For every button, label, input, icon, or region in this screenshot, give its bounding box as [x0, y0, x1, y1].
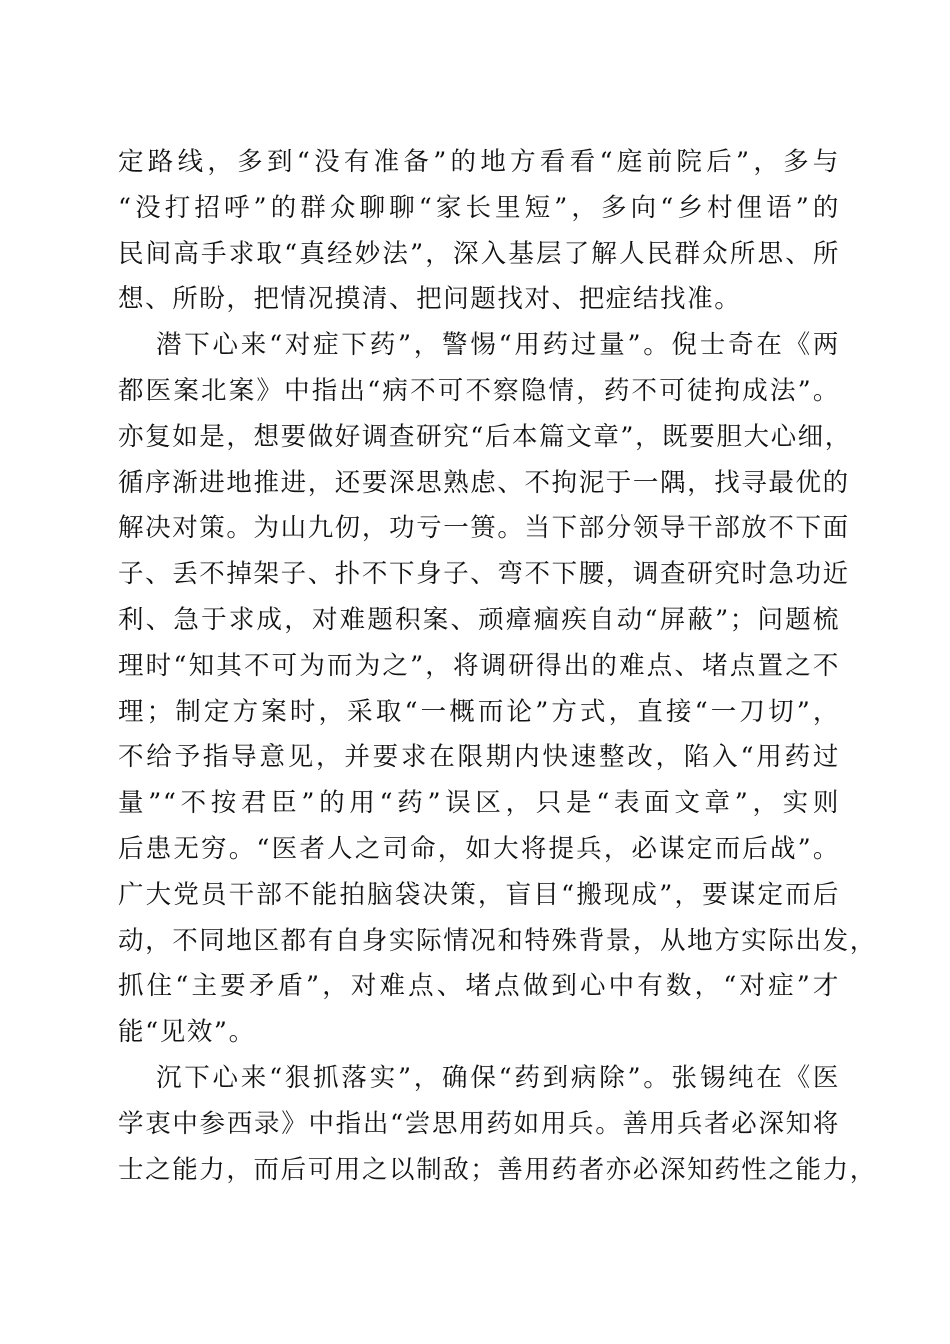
paragraph-first-line: 潜下心来“对症下药”，警惕“用药过量”。倪士奇在《两 [156, 330, 840, 361]
text-line: “没打招呼”的群众聊聊“家长里短”，多向“乡村俚语”的 [118, 192, 840, 223]
body-text [118, 140, 877, 1193]
text-line: 民间高手求取“真经妙法”，深入基层了解人民群众所思、所 [118, 238, 840, 269]
text-line: 循序渐进地推进，还要深思熟虑、不拘泥于一隅，找寻最优的 [118, 467, 850, 498]
text-line: 定路线，多到“没有准备”的地方看看“庭前院后”，多与 [118, 147, 840, 177]
paragraph-end-line: 想、所盼，把情况摸清、把问题找对、把症结找准。 [118, 284, 742, 315]
text-line: 量”“不按君臣”的用“药”误区，只是“表面文章”，实则 [118, 788, 840, 819]
text-line: 抓住“主要矛盾”，对难点、堵点做到心中有数，“对症”才 [118, 971, 840, 1002]
text-line: 广大党员干部不能拍脑袋决策，盲目“搬现成”，要谋定而后 [118, 879, 840, 910]
paragraph-first-line: 沉下心来“狠抓落实”，确保“药到病除”。张锡纯在《医 [156, 1062, 840, 1093]
text-line: 子、丢不掉架子、扑不下身子、弯不下腰，调查研究时急功近 [118, 559, 850, 590]
text-line: 理时“知其不可为而为之”，将调研得出的难点、堵点置之不 [118, 650, 840, 681]
paragraph-end-line: 能“见效”。 [118, 1017, 256, 1048]
text-line: 利、急于求成，对难题积案、顽瘴痼疾自动“屏蔽”；问题梳 [118, 604, 840, 635]
text-line: 学衷中参西录》中指出“尝思用药如用兵。善用兵者必深知将 [118, 1108, 840, 1139]
text-line: 后患无穷。“医者人之司命，如大将提兵，必谋定而后战”。 [118, 833, 840, 864]
text-line: 动，不同地区都有自身实际情况和特殊背景，从地方实际出发， [118, 925, 877, 956]
text-line: 都医案北案》中指出“病不可不察隐情，药不可徒拘成法”。 [118, 375, 840, 406]
text-line: 不给予指导意见，并要求在限期内快速整改，陷入“用药过 [118, 742, 840, 773]
text-line: 士之能力，而后可用之以制敌；善用药者亦必深知药性之能力， [118, 1154, 877, 1185]
text-line: 亦复如是，想要做好调查研究“后本篇文章”，既要胆大心细， [118, 421, 852, 452]
text-line: 解决对策。为山九仞，功亏一篑。当下部分领导干部放不下面 [118, 513, 850, 544]
text-line: 理；制定方案时，采取“一概而论”方式，直接“一刀切”， [118, 696, 840, 727]
